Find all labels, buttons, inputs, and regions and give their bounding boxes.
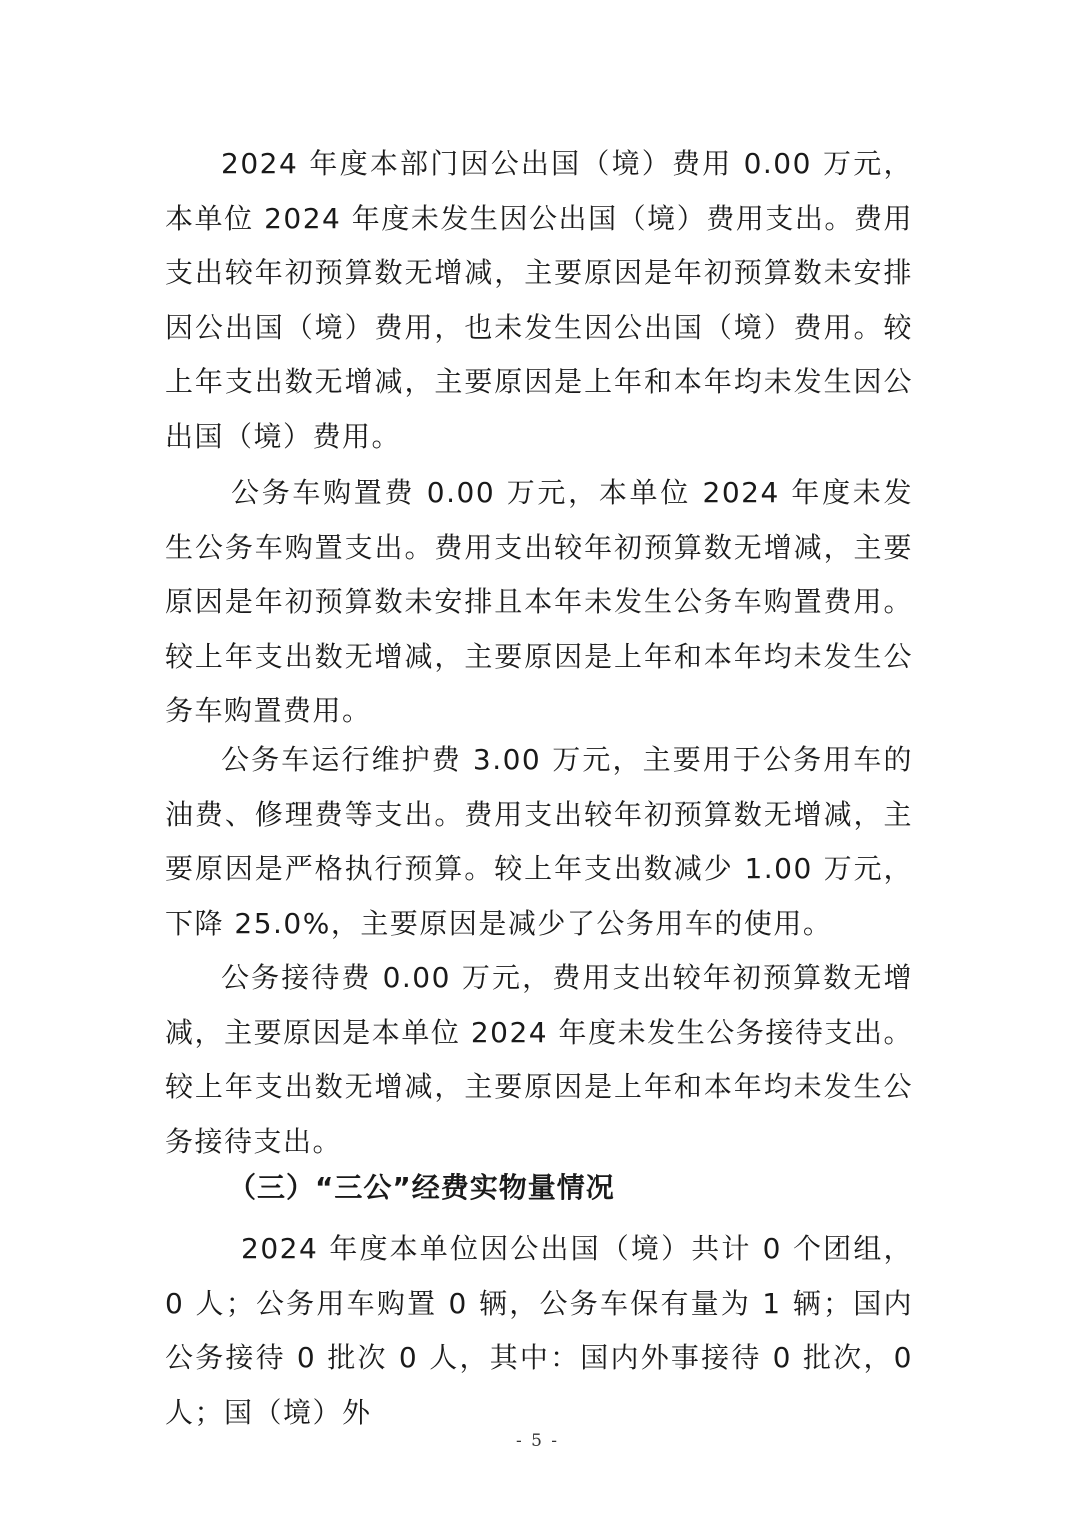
paragraph-reception: 公务接待费 0.00 万元，费用支出较年初预算数无增减，主要原因是本单位 2024 年度未发生公务接待支出。较上年支出数无增减，主要原因是上年和本年均未发生公务接待支出。	[165, 961, 913, 1158]
paragraph-physical-quantity: 2024 年度本单位因公出国（境）共计 0 个团组，0 人；公务用车购置 0 辆，公务车保有量为 1 辆；国内公务接待 0 批次 0 人，其中：国内外事接待 0 批次，0 人；国（境）外	[165, 1232, 913, 1429]
paragraph-vehicle-purchase: 公务车购置费 0.00 万元，本单位 2024 年度未发生公务车购置支出。费用支出较年初预算数无增减，主要原因是年初预算数未安排且本年未发生公务车购置费用。较上年支出数无增减，主要原因是上年和本年均未发生公务车购置费用。	[165, 476, 913, 727]
section-heading: （三）“三公”经费实物量情况	[228, 1171, 615, 1204]
page-number: - 5 -	[515, 1431, 560, 1451]
paragraph-overseas-travel: 2024 年度本部门因公出国（境）费用 0.00 万元，本单位 2024 年度未发生因公出国（境）费用支出。费用支出较年初预算数无增减，主要原因是年初预算数未安排因公出国（境）费用，也未发生因公出国（境）费用。较上年支出数无增减，主要原因是上年和本年均未发生因公出国（境）费用。	[165, 147, 913, 453]
paragraph-vehicle-maintenance: 公务车运行维护费 3.00 万元，主要用于公务用车的油费、修理费等支出。费用支出较年初预算数无增减，主要原因是严格执行预算。较上年支出数减少 1.00 万元，下降 25.0%，主要原因是减少了公务用车的使用。	[165, 743, 913, 940]
